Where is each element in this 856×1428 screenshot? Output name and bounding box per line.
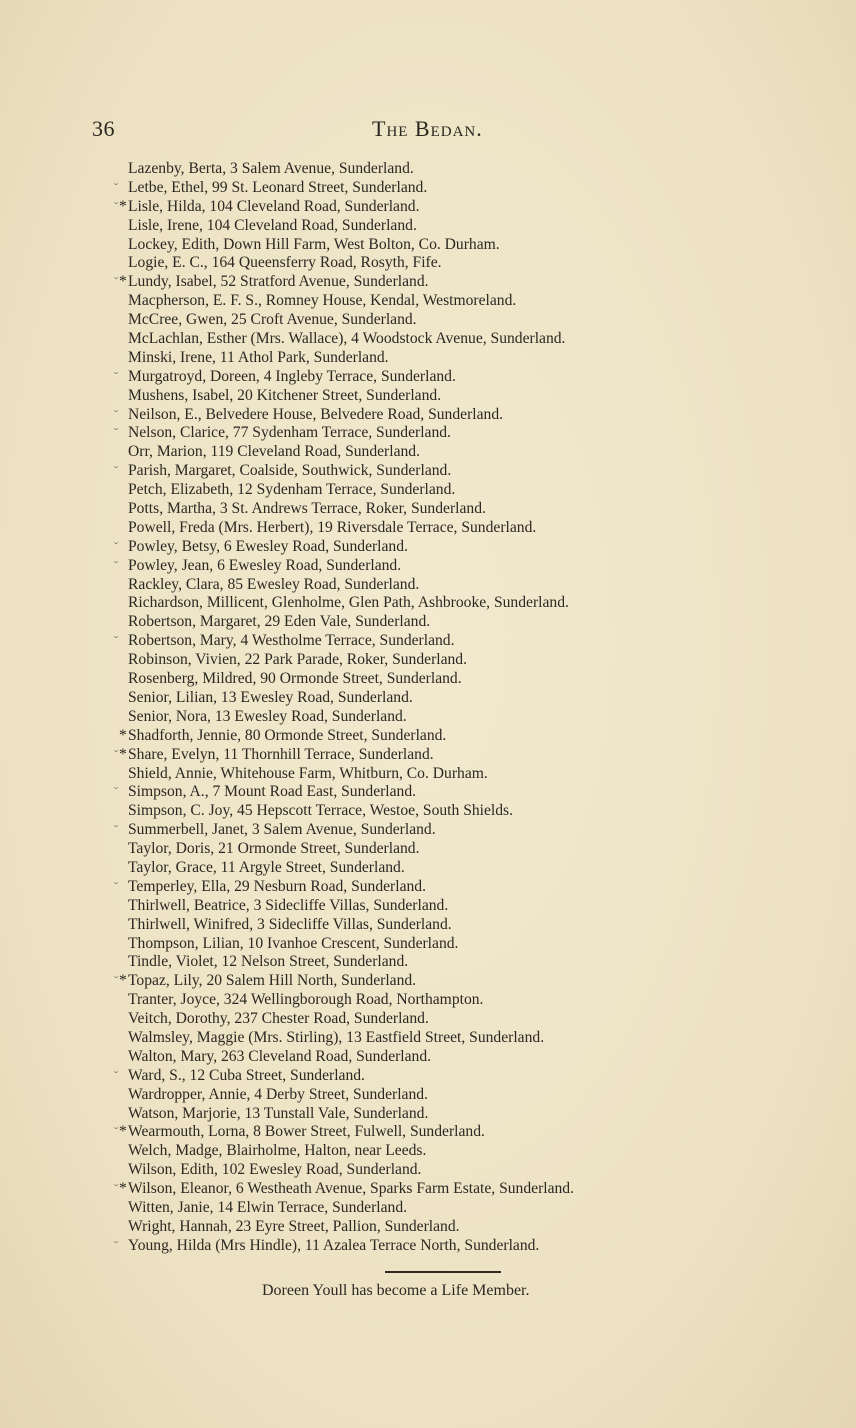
member-entry — [128, 519, 574, 538]
member-entry-text: Letbe, Ethel, 99 St. Leonard Street, Sunderland. — [128, 178, 428, 196]
member-entry-text: Robertson, Mary, 4 Westholme Terrace, Sunderland. — [128, 632, 455, 650]
member-entry — [128, 292, 574, 311]
member-entry-text: Parish, Margaret, Coalside, Southwick, Sunderland. — [128, 462, 452, 480]
tick-mark-icon: ˇ — [114, 538, 119, 554]
member-entry-text: Walmsley, Maggie (Mrs. Stirling), 13 Eastfield Street, Sunderland. — [128, 1028, 545, 1046]
member-entry — [128, 311, 574, 330]
member-entry — [114, 178, 574, 198]
member-entry — [128, 1029, 574, 1048]
member-entry-text: Taylor, Grace, 11 Argyle Street, Sunderland. — [128, 858, 405, 876]
tick-mark-icon: ˇ — [114, 973, 119, 989]
member-entry — [128, 1086, 574, 1105]
member-entry-text: Taylor, Doris, 21 Ormonde Street, Sunderland. — [128, 840, 420, 858]
tick-mark-icon: ˇ — [114, 1067, 119, 1083]
member-entry-text: Share, Evelyn, 11 Thornhill Terrace, Sunderland. — [128, 745, 434, 763]
member-entry — [114, 821, 574, 840]
member-entry-text: McCree, Gwen, 25 Croft Avenue, Sunderland. — [128, 311, 417, 329]
member-entry — [114, 877, 574, 897]
section-divider — [385, 1271, 501, 1273]
member-entry-text: Simpson, A., 7 Mount Road East, Sunderland. — [128, 783, 417, 801]
tick-mark-icon: ˇ — [114, 746, 119, 762]
member-entry-text: McLachlan, Esther (Mrs. Wallace), 4 Woodstock Avenue, Sunderland. — [128, 330, 566, 348]
member-entry — [128, 236, 574, 255]
member-entry — [128, 708, 574, 727]
member-entry — [128, 500, 574, 519]
member-entry — [128, 217, 574, 236]
member-entry — [128, 991, 574, 1010]
member-entry-text: Powell, Freda (Mrs. Herbert), 19 Riversdale Terrace, Sunderland. — [128, 518, 537, 536]
member-entry-text: Orr, Marion, 119 Cleveland Road, Sunderland. — [128, 443, 420, 461]
member-entry-text: Lisle, Hilda, 104 Cleveland Road, Sunderland. — [128, 197, 420, 215]
member-entry — [114, 556, 574, 576]
tick-mark-icon: ˇ — [114, 368, 119, 384]
member-entry — [128, 387, 574, 406]
member-entry — [128, 670, 574, 689]
member-entry — [128, 689, 574, 708]
member-entry — [114, 405, 574, 425]
member-entry — [128, 1048, 574, 1067]
page-number: 36 — [92, 116, 115, 141]
member-entry — [128, 1142, 574, 1161]
member-entry-text: Potts, Martha, 3 St. Andrews Terrace, Roker, Sunderland. — [128, 500, 486, 518]
asterisk-marker: * — [119, 197, 127, 215]
member-entry-text: Logie, E. C., 164 Queensferry Road, Rosyth, Fife. — [128, 254, 442, 272]
member-entry — [114, 632, 574, 651]
member-entry-text: Lundy, Isabel, 52 Stratford Avenue, Sunderland. — [128, 273, 429, 291]
tick-mark-icon: ˇ — [114, 784, 119, 800]
member-entry — [114, 424, 574, 443]
member-entry — [128, 953, 574, 972]
asterisk-marker: * — [119, 745, 127, 763]
member-entry-text: Petch, Elizabeth, 12 Sydenham Terrace, Sunderland. — [128, 481, 456, 499]
member-entry — [128, 651, 574, 670]
member-entry — [128, 840, 574, 859]
member-entry — [114, 1236, 574, 1256]
member-entry-text: Thirlwell, Beatrice, 3 Sidecliffe Villas, Sunderland. — [128, 896, 449, 914]
tick-mark-icon: ˇ — [114, 179, 119, 195]
running-title: The Bedan. — [372, 116, 483, 141]
member-entry — [128, 1199, 574, 1218]
member-entry — [128, 1105, 574, 1124]
member-entry — [128, 576, 574, 595]
member-entry — [119, 726, 574, 746]
asterisk-marker: * — [119, 972, 127, 990]
member-entry-text: Tindle, Violet, 12 Nelson Street, Sunderland. — [128, 953, 409, 971]
member-entry-text: Rosenberg, Mildred, 90 Ormonde Street, Sunderland. — [128, 670, 462, 688]
tick-mark-icon: ˇ — [114, 633, 119, 649]
footer-note: Doreen Youll has become a Life Member. — [262, 1282, 530, 1299]
tick-mark-icon: ˇ — [114, 1181, 119, 1197]
member-entry-text: Ward, S., 12 Cuba Street, Sunderland. — [128, 1066, 365, 1084]
member-entry — [114, 1066, 574, 1086]
tick-mark-icon: ˇ — [114, 425, 119, 441]
member-entry-text: Shield, Annie, Whitehouse Farm, Whitburn, Co. Durham. — [128, 764, 488, 782]
member-entry — [128, 916, 574, 935]
asterisk-marker: * — [119, 273, 127, 291]
tick-mark-icon: ˇ — [114, 406, 119, 422]
member-entry-text: Walton, Mary, 263 Cleveland Road, Sunderland. — [128, 1047, 432, 1065]
member-entry-text: Rackley, Clara, 85 Ewesley Road, Sunderland. — [128, 575, 420, 593]
member-entry-text: Robinson, Vivien, 22 Park Parade, Roker, Sunderland. — [128, 651, 468, 669]
member-list — [114, 160, 575, 1256]
asterisk-marker: * — [119, 1180, 127, 1198]
member-entry-text: Thirlwell, Winifred, 3 Sidecliffe Villas, Sunderland. — [128, 915, 452, 933]
member-entry — [128, 897, 574, 916]
member-entry-text: Minski, Irene, 11 Athol Park, Sunderland. — [128, 348, 389, 366]
member-entry-text: Powley, Betsy, 6 Ewesley Road, Sunderland. — [128, 537, 408, 555]
member-entry-text: Robertson, Margaret, 29 Eden Vale, Sunderland. — [128, 613, 431, 631]
member-entry-text: Wright, Hannah, 23 Eyre Street, Pallion, Sunderland. — [128, 1217, 460, 1235]
member-entry — [128, 1010, 574, 1029]
member-entry — [114, 1123, 574, 1142]
member-entry-text: Welch, Madge, Blairholme, Halton, near Leeds. — [128, 1142, 427, 1160]
member-entry-text: Shadforth, Jennie, 80 Ormonde Street, Sunderland. — [128, 726, 447, 744]
member-entry-text: Lisle, Irene, 104 Cleveland Road, Sunderland. — [128, 216, 417, 234]
member-entry — [128, 594, 574, 613]
member-entry — [128, 481, 574, 500]
member-entry-text: Young, Hilda (Mrs Hindle), 11 Azalea Terrace North, Sunderland. — [128, 1236, 540, 1254]
member-entry — [128, 802, 574, 821]
member-entry-text: Macpherson, E. F. S., Romney House, Kendal, Westmoreland. — [128, 292, 517, 310]
member-entry-text: Veitch, Dorothy, 237 Chester Road, Sunderland. — [128, 1010, 429, 1028]
member-entry — [114, 972, 574, 991]
tick-mark-icon: ˇ — [114, 1237, 119, 1253]
tick-mark-icon: ˇ — [114, 557, 119, 573]
member-entry-text: Lockey, Edith, Down Hill Farm, West Bolton, Co. Durham. — [128, 235, 500, 253]
asterisk-marker: * — [119, 726, 127, 744]
member-entry-text: Summerbell, Janet, 3 Salem Avenue, Sunderland. — [128, 821, 436, 839]
member-entry — [114, 1180, 575, 1199]
member-entry-text: Senior, Lilian, 13 Ewesley Road, Sunderland. — [128, 688, 413, 706]
member-entry-text: Topaz, Lily, 20 Salem Hill North, Sunderland. — [128, 972, 417, 990]
member-entry-text: Temperley, Ella, 29 Nesburn Road, Sunderland. — [128, 877, 427, 895]
member-entry — [128, 613, 574, 632]
member-entry — [128, 160, 574, 179]
tick-mark-icon: ˇ — [114, 463, 119, 479]
member-entry — [114, 197, 574, 217]
asterisk-marker: * — [119, 1123, 127, 1141]
member-entry-text: Wearmouth, Lorna, 8 Bower Street, Fulwell, Sunderland. — [128, 1123, 485, 1141]
member-entry-text: Powley, Jean, 6 Ewesley Road, Sunderland. — [128, 556, 402, 574]
member-entry — [128, 254, 574, 273]
member-entry-text: Murgatroyd, Doreen, 4 Ingleby Terrace, Sunderland. — [128, 367, 456, 385]
member-entry — [114, 367, 574, 387]
member-entry — [128, 935, 574, 954]
member-entry-text: Simpson, C. Joy, 45 Hepscott Terrace, Westoe, South Shields. — [128, 802, 514, 820]
member-entry — [114, 273, 574, 292]
tick-mark-icon: ˇ — [114, 198, 119, 214]
tick-mark-icon: ˇ — [114, 274, 119, 290]
member-entry-text: Lazenby, Berta, 3 Salem Avenue, Sunderland. — [128, 160, 414, 177]
member-entry-text: Wardropper, Annie, 4 Derby Street, Sunderland. — [128, 1085, 428, 1103]
member-entry — [128, 1161, 574, 1180]
member-entry — [128, 1218, 574, 1237]
member-entry — [114, 745, 574, 765]
member-entry — [114, 783, 574, 802]
member-entry — [114, 537, 574, 557]
member-entry-text: Neilson, E., Belvedere House, Belvedere Road, Sunderland. — [128, 405, 504, 423]
tick-mark-icon: ˇ — [114, 1124, 119, 1140]
member-entry-text: Mushens, Isabel, 20 Kitchener Street, Sunderland. — [128, 386, 442, 404]
member-entry-text: Wilson, Edith, 102 Ewesley Road, Sunderland. — [128, 1161, 422, 1179]
member-entry-text: Senior, Nora, 13 Ewesley Road, Sunderland. — [128, 707, 407, 725]
member-entry-text: Tranter, Joyce, 324 Wellingborough Road, Northampton. — [128, 991, 484, 1009]
member-entry-text: Watson, Marjorie, 13 Tunstall Vale, Sunderland. — [128, 1104, 429, 1122]
tick-mark-icon: ˇ — [114, 822, 119, 838]
member-entry — [128, 443, 574, 462]
member-entry-text: Nelson, Clarice, 77 Sydenham Terrace, Sunderland. — [128, 424, 451, 442]
member-entry — [128, 765, 574, 784]
member-entry-text: Thompson, Lilian, 10 Ivanhoe Crescent, Sunderland. — [128, 934, 459, 952]
member-entry-text: Witten, Janie, 14 Elwin Terrace, Sunderland. — [128, 1198, 408, 1216]
member-entry — [114, 462, 574, 481]
member-entry — [128, 349, 574, 368]
member-entry-text: Richardson, Millicent, Glenholme, Glen Path, Ashbrooke, Sunderland. — [128, 594, 569, 612]
tick-mark-icon: ˇ — [114, 878, 119, 894]
member-entry-text: Wilson, Eleanor, 6 Westheath Avenue, Sparks Farm Estate, Sunderland. — [128, 1180, 575, 1198]
member-entry — [128, 859, 574, 878]
member-entry — [128, 330, 574, 349]
